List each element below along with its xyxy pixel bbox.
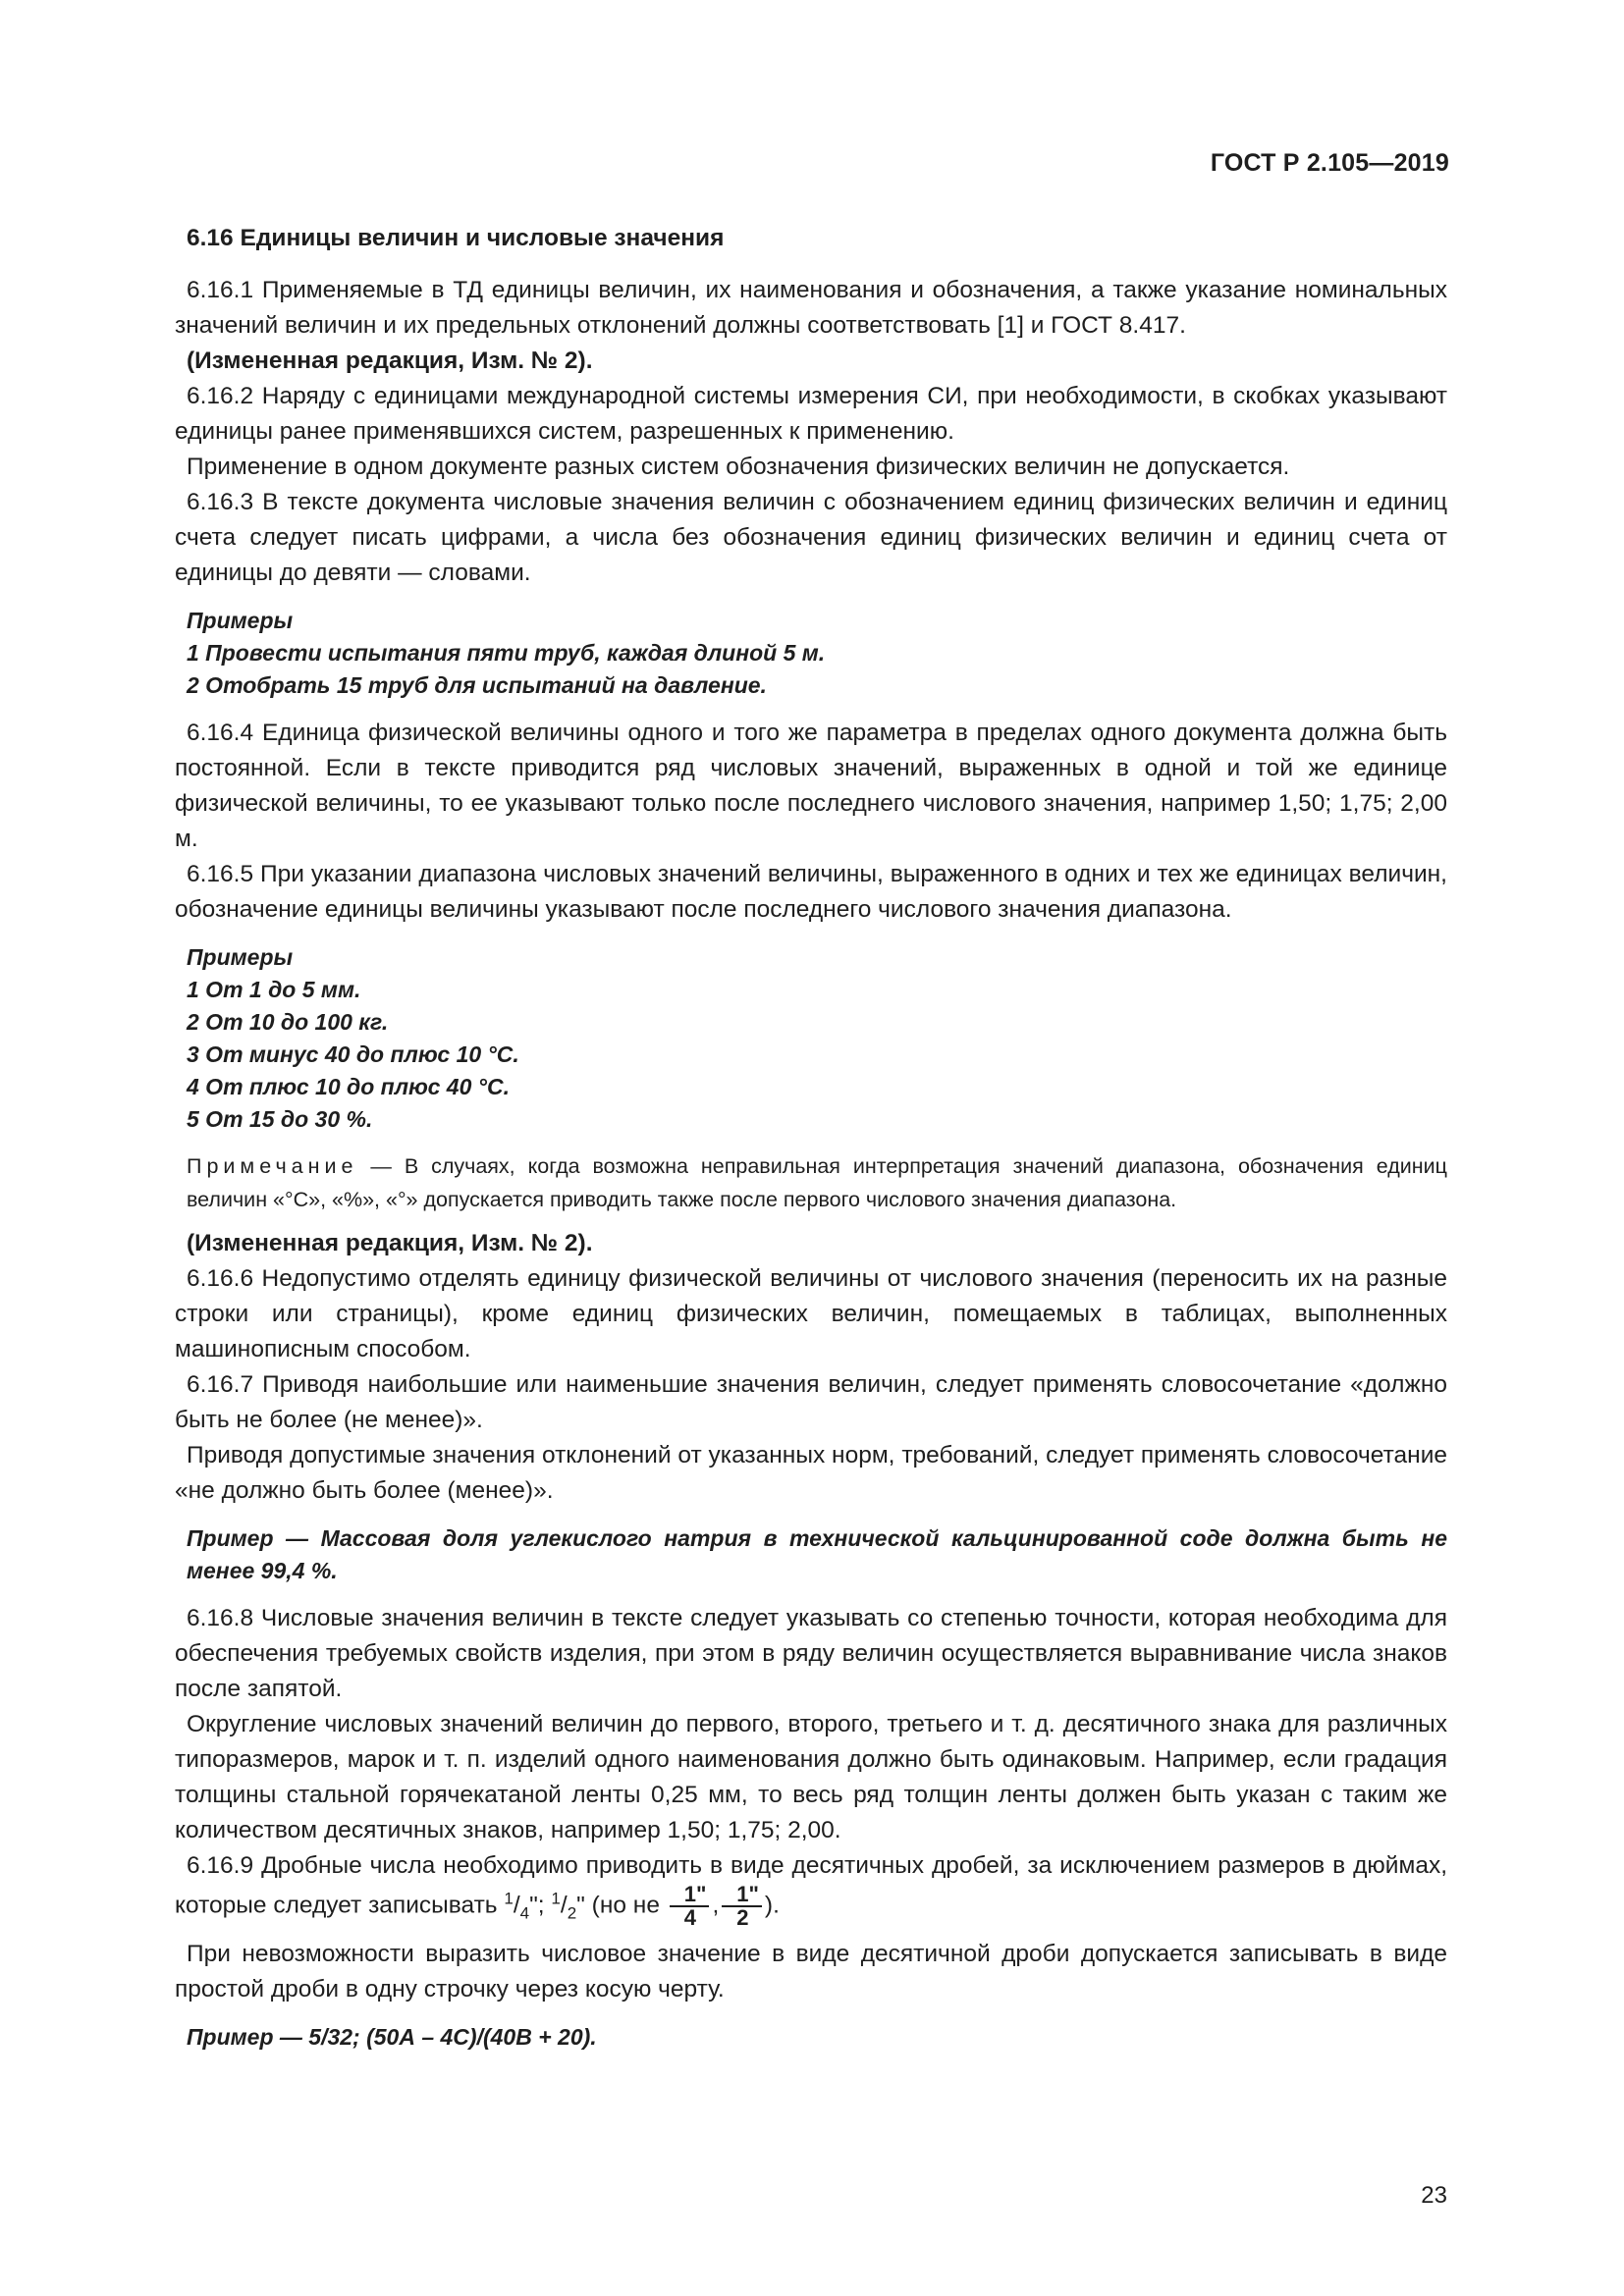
- example-mass-fraction: Пример — Массовая доля углекислого натрия в технической кальцинированной соде должна быть не менее 99,4 %.: [187, 1525, 1447, 1583]
- p-6-16-9-lead: 6.16.9 Дробные числа необходимо приводить в виде десятичных дробей, за исключением размеров в дюймах, которые следует записывать: [175, 1852, 1447, 1919]
- examples-block-2: [175, 941, 1447, 1136]
- p-6-16-9-mid: " (но не: [576, 1892, 667, 1919]
- revision-note: (Измененная редакция, Изм. № 2).: [187, 347, 593, 374]
- section-heading: 6.16 Единицы величин и числовые значения: [187, 225, 725, 251]
- examples-title: Примеры: [187, 608, 294, 633]
- example-item: 4 От плюс 10 до плюс 40 °С.: [187, 1074, 510, 1099]
- paragraph-6-16-2: 6.16.2 Наряду с единицами международной системы измерения СИ, при необходимости, в скобках указывают единицы ранее применявшихся систем, разрешенных к применению.: [175, 383, 1447, 445]
- example-item: 3 От минус 40 до плюс 10 °С.: [187, 1041, 519, 1067]
- revision-note: (Измененная редакция, Изм. № 2).: [187, 1230, 593, 1256]
- fraction-half-den: 2: [567, 1903, 577, 1923]
- paragraph-6-16-5: 6.16.5 При указании диапазона числовых значений величины, выраженного в одних и тех же единицах величин, обозначение единицы величины указывают после последнего числового значения диапазона.: [175, 861, 1447, 923]
- paragraph-6-16-8: 6.16.8 Числовые значения величин в тексте следует указывать со степенью точности, которая необходима для обеспечения требуемых свойств изделия, при этом в ряду величин осуществляется выравнивание числа знаков после запятой.: [175, 1605, 1447, 1702]
- examples-title: Примеры: [187, 944, 294, 970]
- fraction-separator: ";: [529, 1892, 552, 1919]
- paragraph-6-16-6: 6.16.6 Недопустимо отделять единицу физической величины от числового значения (переносить их на разные строки или страницы), кроме единиц физических величин, помещаемых в таблицах, выполненных машинописным способом.: [175, 1265, 1447, 1362]
- stacked-fraction-numerator: 1": [722, 1884, 762, 1907]
- page-number: 23: [1421, 2182, 1447, 2209]
- document-code-header: ГОСТ Р 2.105—2019: [1210, 149, 1449, 177]
- p-6-16-9-tail: ).: [764, 1892, 780, 1919]
- example-fraction-slash: Пример — 5/32; (50А – 4С)/(40В + 20).: [187, 2024, 597, 2050]
- stacked-fraction-half: [722, 1884, 762, 1929]
- paragraph-6-16-7b: Приводя допустимые значения отклонений от указанных норм, требований, следует применять словосочетание «не должно быть более (менее)».: [175, 1442, 1447, 1504]
- stacked-fraction-quarter: [670, 1884, 710, 1929]
- example-item: 1 Провести испытания пяти труб, каждая длиной 5 м.: [187, 640, 826, 666]
- examples-block-1: [175, 605, 1447, 702]
- paragraph-6-16-1: 6.16.1 Применяемые в ТД единицы величин, их наименования и обозначения, а также указание номинальных значений величин и их предельных отклонений должны соответствовать [1] и ГОСТ 8.417.: [175, 277, 1447, 339]
- example-item: 5 От 15 до 30 %.: [187, 1106, 373, 1132]
- stacked-fraction-comma: ,: [712, 1892, 720, 1919]
- example-item: 2 От 10 до 100 кг.: [187, 1009, 389, 1035]
- paragraph-6-16-8b: Округление числовых значений величин до первого, второго, третьего и т. д. десятичного знака для различных типоразмеров, марок и т. п. изделий одного наименования должно быть одинаковым. Например, если градация толщины стальной горячекатаной ленты 0,25 мм, то весь ряд толщин ленты должен быть указан с таким же количеством десятичных знаков, например 1,50; 1,75; 2,00.: [175, 1711, 1447, 1843]
- note-text: — В случаях, когда возможна неправильная интерпретация значений диапазона, обозначения единиц величин «°С», «%», «°» допускается приводить также после первого числового значения диапазона.: [187, 1154, 1447, 1211]
- stacked-fraction-denominator: 4: [683, 1905, 697, 1930]
- section-content: [175, 221, 1447, 2054]
- paragraph-6-16-7: 6.16.7 Приводя наибольшие или наименьшие значения величин, следует применять словосочетание «должно быть не более (не менее)».: [175, 1371, 1447, 1433]
- fraction-half-num: 1: [551, 1889, 561, 1908]
- stacked-fraction-numerator: 1": [670, 1884, 710, 1907]
- fraction-quarter-num: 1: [504, 1889, 514, 1908]
- example-item: 1 От 1 до 5 мм.: [187, 977, 361, 1002]
- paragraph-6-16-3: 6.16.3 В тексте документа числовые значения величин с обозначением единиц физических величин и единиц счета следует писать цифрами, а числа без обозначения единиц физических величин и единиц счета от единицы до девяти — словами.: [175, 489, 1447, 586]
- paragraph-6-16-9: 6.16.9 Дробные числа необходимо приводить в виде десятичных дробей, за исключением размеров в дюймах, которые следует записывать $^1/_4$"; $^1/_2$" (но не $\frac{1"}{4}$ , $\frac{1"}{2}$ ).: [175, 1852, 1447, 1930]
- stacked-fraction-denominator: 2: [736, 1905, 749, 1930]
- paragraph-6-16-4: 6.16.4 Единица физической величины одного и того же параметра в пределах одного документа должна быть постоянной. Если в тексте приводится ряд числовых значений, выраженных в одной и той же единице физической величины, то ее указывают только после последнего числового значения, например 1,50; 1,75; 2,00 м.: [175, 720, 1447, 852]
- note-label: Примечание: [187, 1154, 358, 1178]
- paragraph-6-16-2b: Применение в одном документе разных систем обозначения физических величин не допускается.: [187, 454, 1290, 480]
- note-paragraph: [175, 1149, 1447, 1216]
- example-item: 2 Отобрать 15 труб для испытаний на давление.: [187, 672, 767, 698]
- paragraph-6-16-9b: При невозможности выразить числовое значение в виде десятичной дроби допускается записывать в виде простой дроби в одну строчку через косую черту.: [175, 1941, 1447, 2002]
- fraction-quarter-den: 4: [519, 1903, 530, 1923]
